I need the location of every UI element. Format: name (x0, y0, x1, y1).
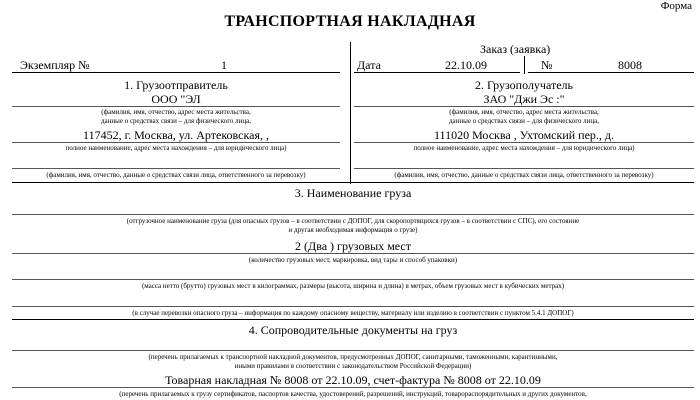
meta-divider (524, 56, 525, 74)
cargo-caption-mass: (масса нетто (брутто) грузовых мест в килограммах, размеры (высота, ширина и длина) в метрах, объем грузовых мест в кубических метрах) (141, 282, 565, 290)
docs-invoice: Товарная накладная № 8008 от 22.10.09, счет-фактура № 8008 от 22.10.09 (165, 373, 541, 387)
date-line (354, 72, 520, 73)
consignee-caption-individual: (фамилия, имя, отчество, адрес места жительства, (449, 108, 599, 116)
shipper-caption-individual-2: данные о средствах связи – для физического лица, (100, 117, 251, 125)
number-value: 8008 (618, 58, 642, 72)
cargo-places-line (12, 253, 694, 254)
consignee-responsible-line (354, 168, 694, 169)
order-label: Заказ (заявка) (480, 42, 551, 56)
shipper-address-line (12, 142, 340, 143)
form-label: Форма (660, 0, 692, 12)
cargo-caption-name-2: и другая необходимая информация о грузе) (288, 226, 418, 234)
number-label: № (541, 58, 553, 72)
date-label: Дата (357, 58, 381, 72)
consignee-name: ЗАО "Джи Эс :" (483, 92, 565, 106)
docs-caption-certs: (перечень прилагаемых к грузу сертификатов, паспортов качества, удостоверений, разрешений, инструкций, товарораспорядительных и других документов, (119, 390, 587, 398)
shipper-name-line (12, 106, 340, 107)
docs-caption-list: (перечень прилагаемых к транспортной накладной документов, предусмотренных ДОПОГ, санитарными, таможенными, карантинными, (148, 353, 558, 361)
copy-value: 1 (221, 58, 227, 72)
consignee-name-line (354, 106, 694, 107)
cargo-heading: 3. Наименование груза (294, 186, 412, 200)
consignee-heading: 2. Грузополучатель (474, 78, 574, 92)
date-value: 22.10.09 (445, 58, 487, 72)
cargo-caption-danger: (в случае перевозки опасного груза – информация по каждому опасному веществу, материалу или изделию в соответствии с пунктом 5.4.1 ДОПОГ) (132, 309, 574, 317)
consignee-caption-legal: полное наименование, адрес места нахождения – для юридического лица) (413, 144, 635, 152)
shipper-name: ООО "ЭЛ (151, 92, 201, 106)
consignee-address-line (354, 142, 694, 143)
shipper-caption-legal: полное наименование, адрес места нахождения – для юридического лица) (65, 144, 287, 152)
cargo-danger-line (12, 306, 694, 307)
consignee-address: 111020 Москва , Ухтомский пер., д. (433, 128, 615, 142)
column-divider (350, 42, 351, 184)
cargo-name-line (12, 214, 694, 215)
shipper-caption-responsible: (фамилия, имя, отчество, данные о средствах связи лица, ответственного за перевозку) (46, 171, 306, 179)
docs-list-line (12, 350, 694, 351)
page-title: ТРАНСПОРТНАЯ НАКЛАДНАЯ (224, 13, 476, 30)
cargo-mass-line (12, 279, 694, 280)
section-separator (12, 182, 694, 183)
number-line (528, 72, 694, 73)
copy-label: Экземпляр № (20, 58, 90, 72)
cargo-caption-name: (отгрузочное наименование груза (для опасных грузов – в соответствии с ДОПОГ, для скоропортящихся грузов – в соответствии с СПС), его состояние (126, 217, 580, 225)
shipper-heading: 1. Грузоотправитель (124, 78, 228, 92)
copy-line (12, 72, 340, 73)
docs-caption-list-2: иными правилами в соответствии с законодательством Российской Федерации) (234, 362, 472, 370)
docs-invoice-line (12, 387, 694, 388)
cargo-caption-places: (количество грузовых мест, маркировка, вид тары и способ упаковки) (248, 256, 458, 264)
docs-heading: 4. Сопроводительные документы на груз (248, 323, 458, 337)
consignee-caption-responsible: (фамилия, имя, отчество, данные о средствах связи лица, ответственного за перевозку) (394, 171, 654, 179)
shipper-responsible-line (12, 168, 340, 169)
shipper-caption-individual: (фамилия, имя, отчество, адрес места жительства, (101, 108, 251, 116)
section-separator-2 (12, 319, 694, 320)
consignee-caption-individual-2: данные о средствах связи – для физического лица, (448, 117, 599, 125)
shipper-address: 117452, г. Москва, ул. Артековская, , (83, 128, 269, 142)
cargo-places: 2 (Два ) грузовых мест (295, 239, 411, 253)
